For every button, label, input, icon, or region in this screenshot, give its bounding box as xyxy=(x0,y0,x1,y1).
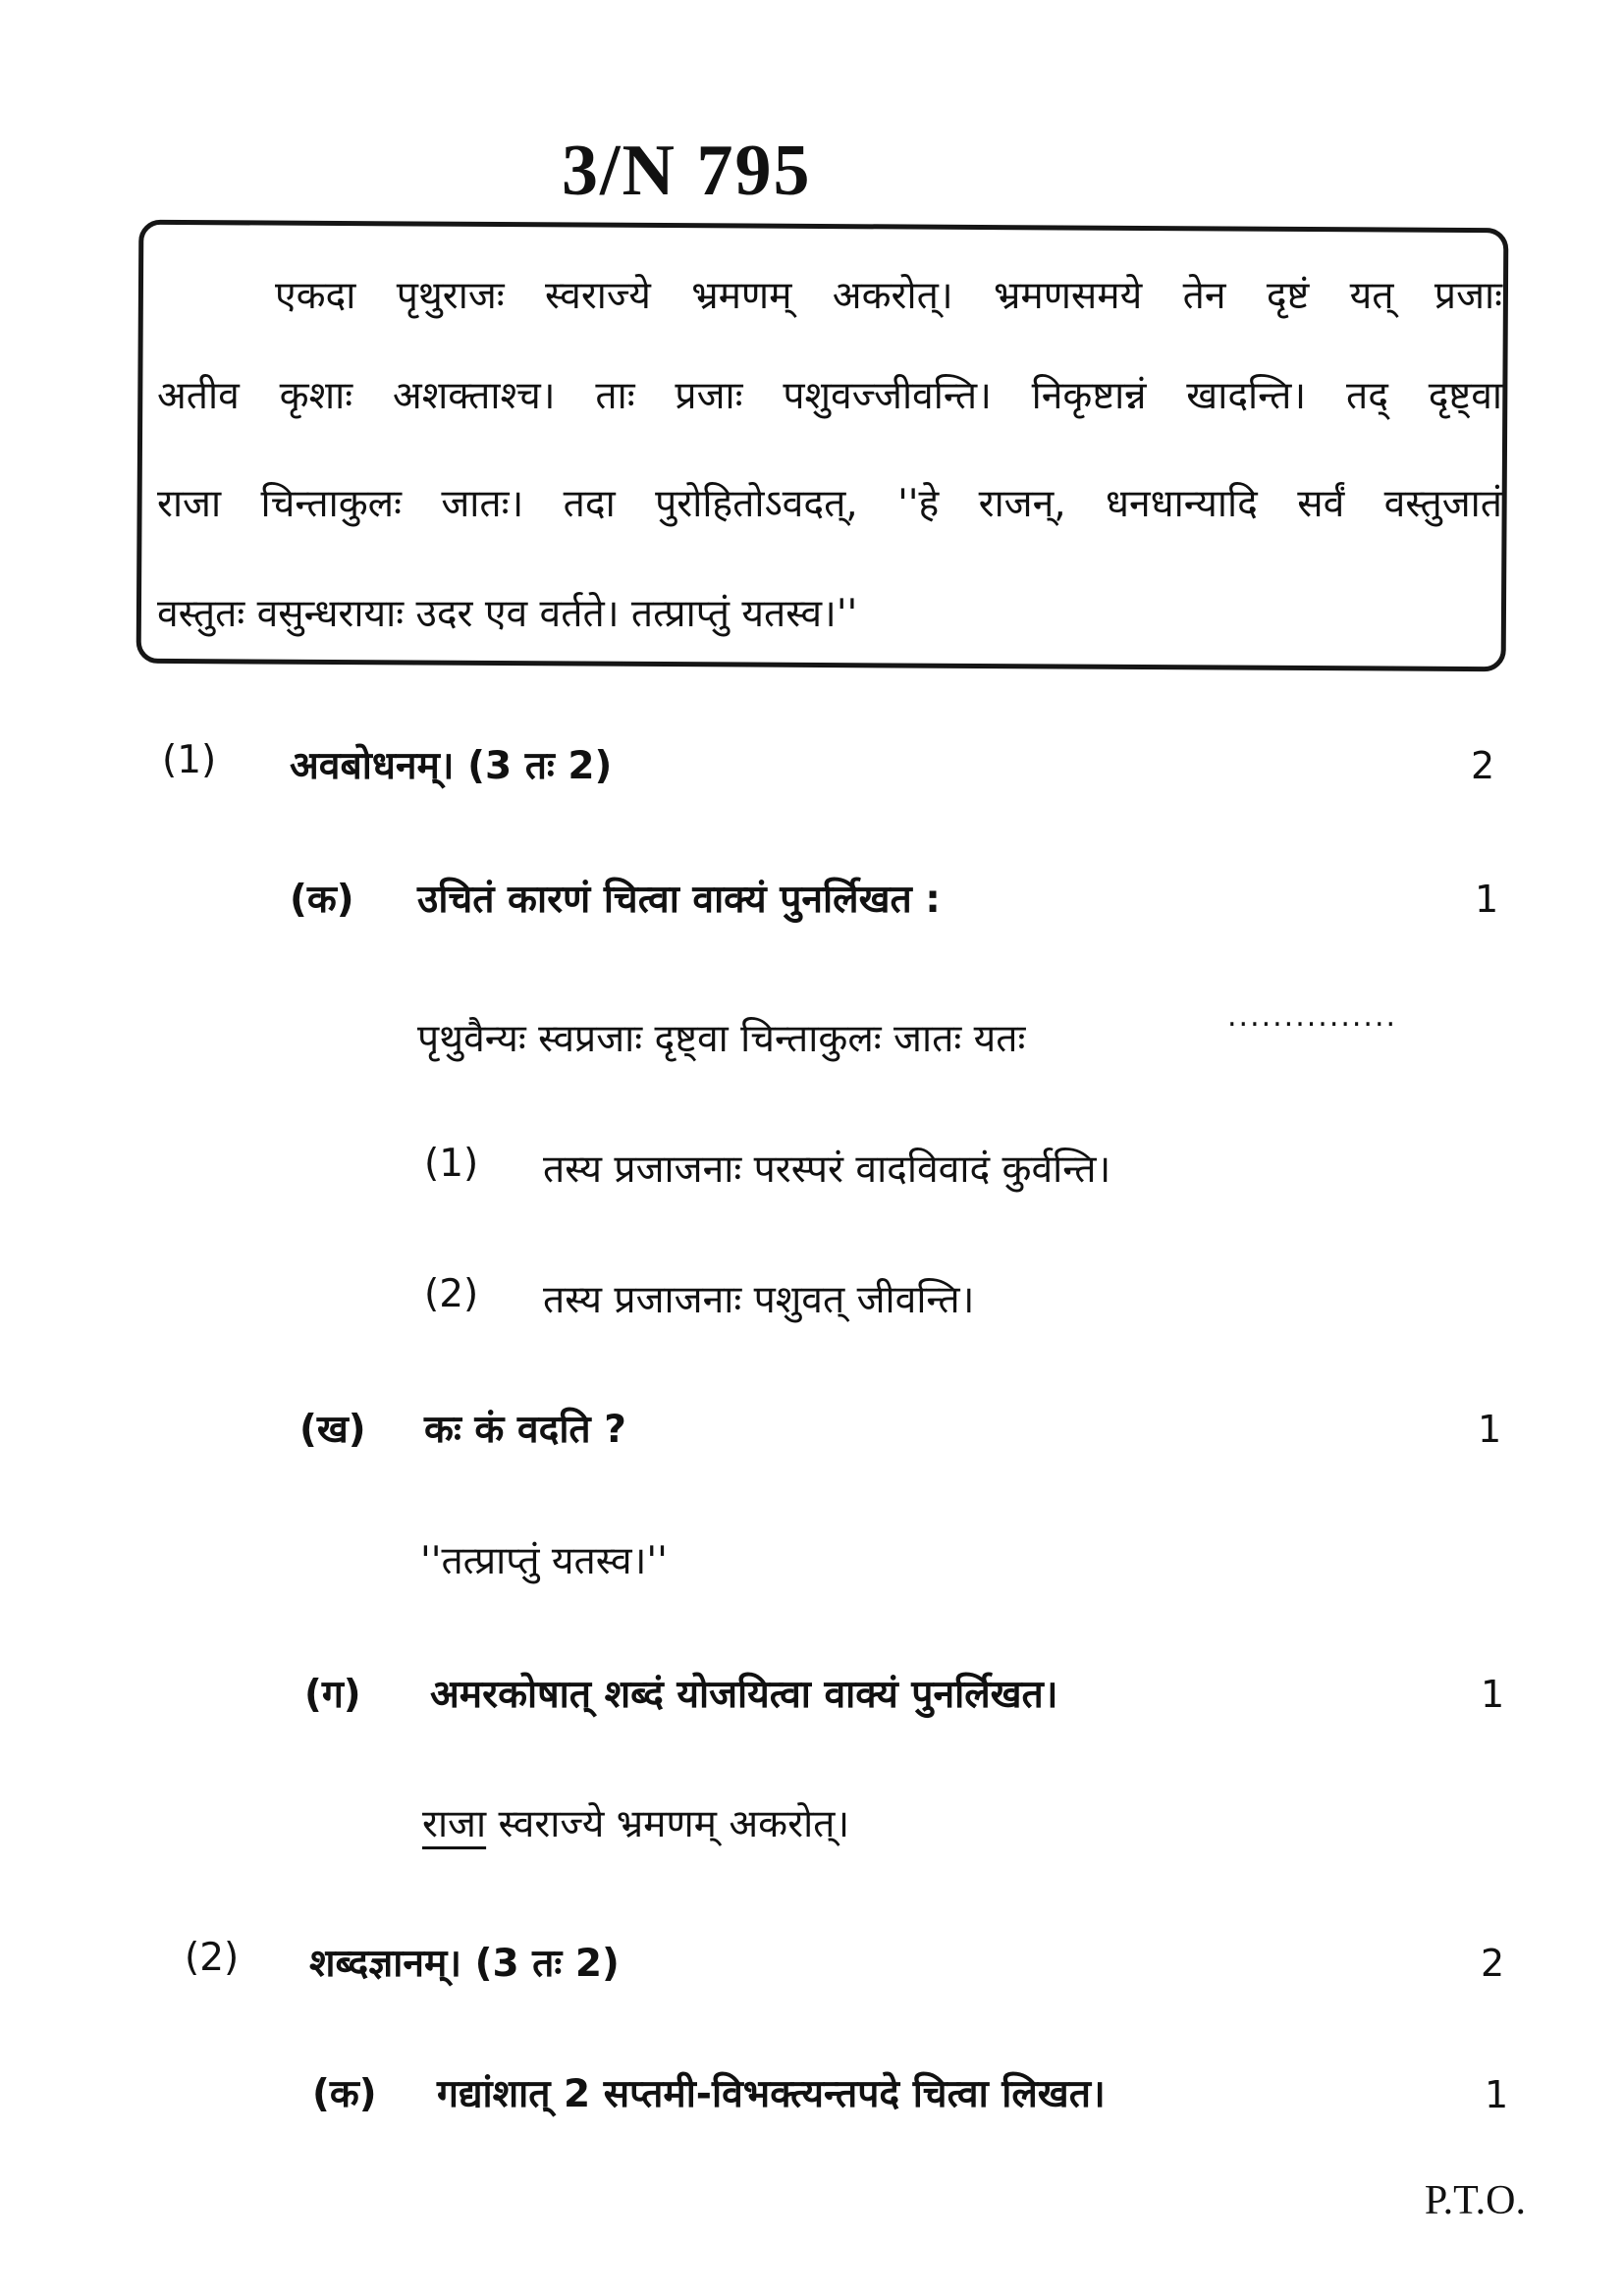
option-number: (1) xyxy=(424,1142,479,1186)
section-number: (2) xyxy=(185,1936,240,1980)
question-sentence xyxy=(422,1796,849,1848)
question-sentence: पृथुवैन्यः स्वप्रजाः दृष्ट्वा चिन्ताकुलः जातः यतः xyxy=(417,1017,1026,1061)
answer-blank: ............... xyxy=(1227,999,1398,1034)
question-label: (ग) xyxy=(304,1673,361,1717)
option-text: तस्य प्रजाजनाः पशुवत् जीवन्ति। xyxy=(543,1278,975,1322)
question-text: उचितं कारणं चित्वा वाक्यं पुनर्लिखत : xyxy=(417,878,941,922)
question-label: (क) xyxy=(290,878,354,922)
section-number: (1) xyxy=(162,738,217,782)
question-label: (ख) xyxy=(299,1408,366,1452)
passage-line: वस्तुतः वसुन्धरायाः उदर एव वर्तते। तत्प्राप्तुं यतस्व।'' xyxy=(157,592,858,636)
option-number: (2) xyxy=(424,1272,479,1316)
option-text: तस्य प्रजाजनाः परस्परं वादविवादं कुर्वन्ति। xyxy=(543,1148,1111,1192)
section-title: अवबोधनम्। (3 तः 2) xyxy=(290,744,613,788)
question-text: अमरकोषात् शब्दं योजयित्वा वाक्यं पुनर्लिखत। xyxy=(430,1673,1058,1717)
section-marks: 2 xyxy=(1471,744,1495,787)
question-marks: 1 xyxy=(1485,2073,1509,2116)
passage-line: राजा चिन्ताकुलः जातः। तदा पुरोहितोऽवदत्, ''हे राजन्, धनधान्यादि सर्वं वस्तुजातं xyxy=(157,482,1502,526)
underlined-word: राजा xyxy=(422,1802,487,1846)
paper-code: 3/N 795 xyxy=(562,131,812,211)
question-marks: 1 xyxy=(1481,1673,1505,1716)
question-marks: 1 xyxy=(1475,878,1499,921)
passage-line: अतीव कृशाः अशक्ताश्च। ताः प्रजाः पशुवज्जीवन्ति। निकृष्टान्नं खादन्ति। तद् दृष्ट्वा xyxy=(157,374,1502,418)
page-turn-note: P.T.O. xyxy=(1424,2178,1526,2223)
question-text: कः कं वदति ? xyxy=(424,1408,626,1452)
sentence-rest: स्वराज्ये भ्रमणम् अकरोत्। xyxy=(498,1802,850,1846)
question-sentence: ''तत्प्राप्तुं यतस्व।'' xyxy=(420,1539,668,1583)
passage-line: एकदा पृथुराजः स्वराज्ये भ्रमणम् अकरोत्। भ्रमणसमये तेन दृष्टं यत् प्रजाः xyxy=(275,274,1502,318)
question-label: (क) xyxy=(312,2072,377,2116)
question-marks: 1 xyxy=(1478,1408,1502,1451)
question-text: गद्यांशात् 2 सप्तमी-विभक्त्यन्तपदे चित्वा लिखत। xyxy=(437,2072,1106,2116)
section-title: शब्दज्ञानम्। (3 तः 2) xyxy=(309,1942,620,1986)
section-marks: 2 xyxy=(1481,1942,1505,1985)
